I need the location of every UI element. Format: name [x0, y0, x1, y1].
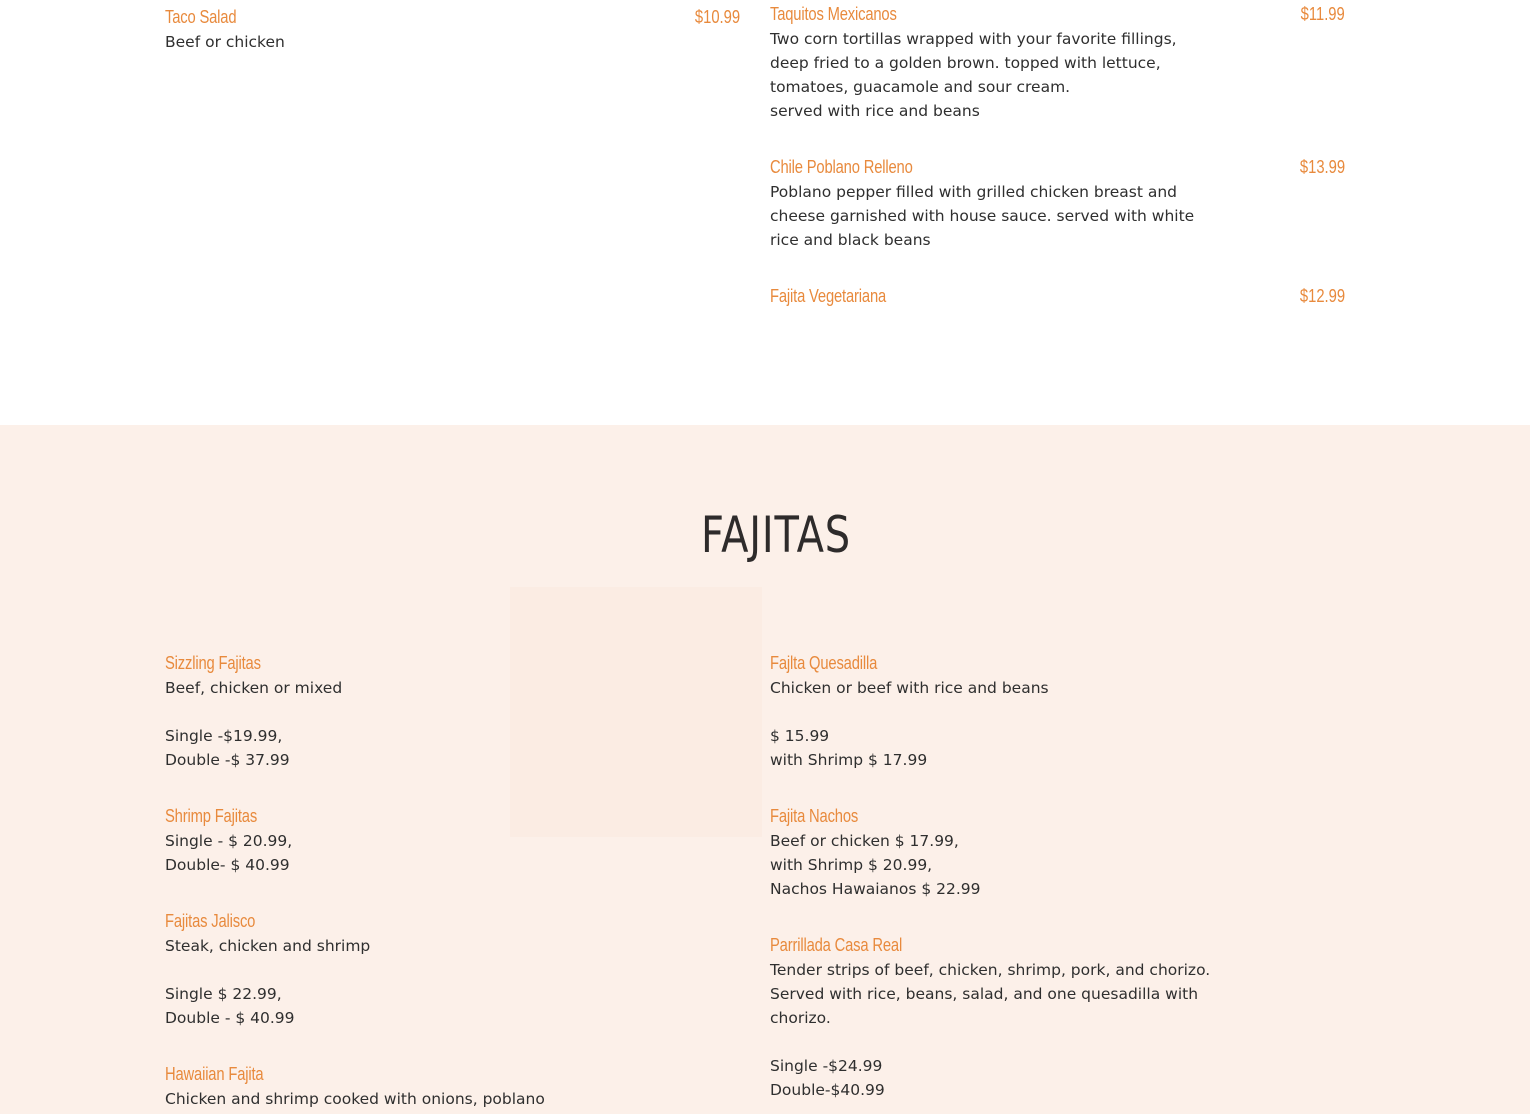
menu-item-hawaiian-fajita [165, 1062, 740, 1111]
menu-item-fajita-vegetariana [770, 284, 1345, 308]
menu-section-top [0, 0, 1530, 425]
menu-item-taco-salad [165, 5, 740, 54]
item-name: Fajita Nachos [770, 806, 859, 826]
item-name: Fajitas Jalisco [165, 911, 256, 931]
item-name: Hawaiian Fajita [165, 1064, 264, 1084]
item-name: Taco Salad [165, 7, 237, 27]
menu-item-shrimp-fajitas [165, 804, 740, 877]
item-price: $13.99 [1299, 157, 1345, 177]
item-price: $10.99 [694, 7, 740, 27]
menu-item-sizzling-fajitas [165, 651, 740, 772]
item-name: Parrillada Casa Real [770, 935, 903, 955]
item-description: Chicken or beef with rice and beans $ 15.99 with Shrimp $ 17.99 [770, 679, 1049, 769]
menu-item-fajita-nachos [770, 804, 1345, 901]
item-description: Chicken and shrimp cooked with onions, poblano [165, 1090, 545, 1108]
item-description: Beef, chicken or mixed Single -$19.99, Double -$ 37.99 [165, 679, 343, 769]
menu-item-fajita-quesadilla [770, 651, 1345, 772]
menu-item-fajitas-jalisco [165, 909, 740, 1030]
section-title: FAJITAS [701, 506, 851, 564]
menu-item-parrillada-casa-real [770, 933, 1345, 1102]
item-name: Fajlta Quesadilla [770, 653, 878, 673]
item-name: Chile Poblano Relleno [770, 157, 913, 177]
item-description: Beef or chicken $ 17.99, with Shrimp $ 20.99, Nachos Hawaianos $ 22.99 [770, 832, 981, 898]
item-name: Taquitos Mexicanos [770, 4, 897, 24]
item-description: Beef or chicken [165, 33, 285, 51]
item-price: $12.99 [1299, 286, 1345, 306]
item-price: $11.99 [1300, 4, 1345, 24]
item-description: Two corn tortillas wrapped with your favorite fillings, deep fried to a golden brown. topped with lettuce, tomatoes, guacamole and sour cream. served with rice and beans [770, 30, 1177, 120]
item-description: Poblano pepper filled with grilled chicken breast and cheese garnished with house sauce. served with white rice and black beans [770, 183, 1195, 249]
menu-item-taquitos-mexicanos [770, 2, 1345, 123]
menu-section-fajitas [0, 425, 1530, 1114]
item-name: Shrimp Fajitas [165, 806, 258, 826]
item-description: Steak, chicken and shrimp Single $ 22.99, Double - $ 40.99 [165, 937, 371, 1027]
item-description: Single - $ 20.99, Double- $ 40.99 [165, 832, 293, 874]
item-name: Fajita Vegetariana [770, 286, 887, 306]
item-description: Tender strips of beef, chicken, shrimp, pork, and chorizo. Served with rice, beans, salad, and one quesadilla with chorizo. Single -$24.99 Double-$40.99 [770, 961, 1211, 1099]
menu-item-chile-poblano-relleno [770, 155, 1345, 252]
item-name: Sizzling Fajitas [165, 653, 261, 673]
